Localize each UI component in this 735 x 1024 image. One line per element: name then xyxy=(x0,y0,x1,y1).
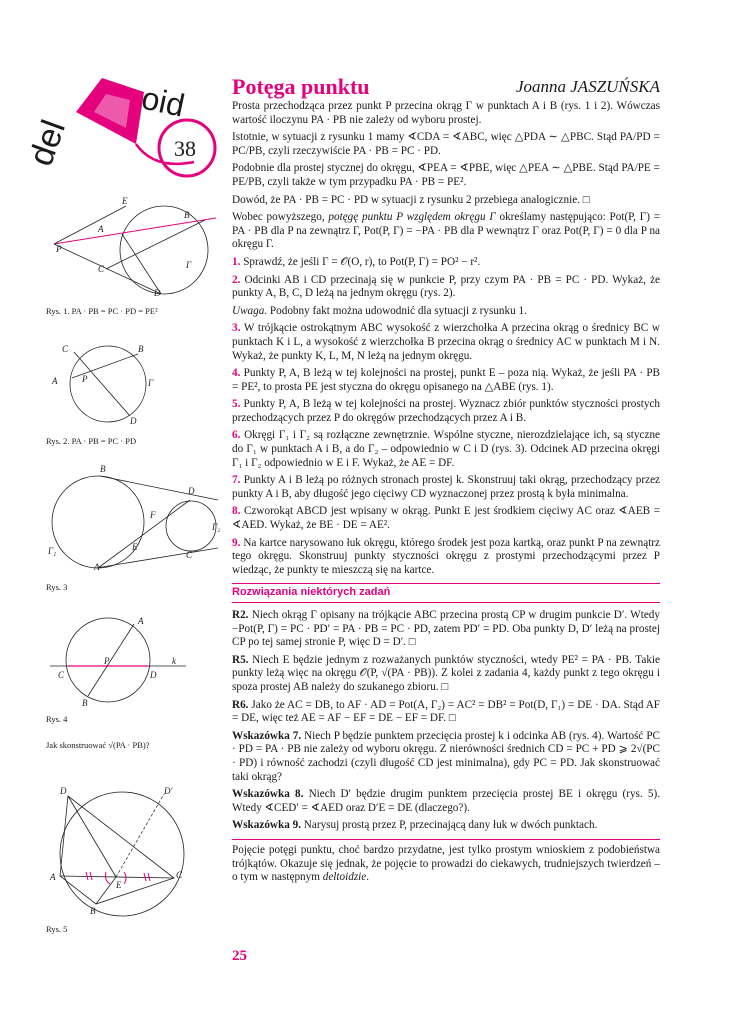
logo-letters-right: oid xyxy=(138,79,188,124)
chord-cd xyxy=(74,352,130,416)
label-c: C xyxy=(58,670,65,680)
problem-6: 6. Okręgi Γ₁ i Γ₂ są rozłączne zewnętrznie. Wspólne styczne, nierozdzielające ich, są styczne do Γ₁ w punktach A i B, a do Γ₂ – odpowiednio w C i D (rys. 3). Odcinek AD przecina okręgi Γ₁ i Γ₂ odpowiednio w E i F. Wykaż, że AE = DF. xyxy=(232,429,660,469)
caption-fig1: Rys. 1. PA · PB = PC · PD = PE² xyxy=(46,306,158,316)
figure-5 xyxy=(46,784,196,920)
label-e: E xyxy=(116,880,122,890)
definition-term: potęgę punktu P względem okręgu Γ xyxy=(328,211,496,224)
label-c: C xyxy=(98,264,105,274)
label-e: E xyxy=(132,542,138,552)
intro-paragraph: Podobnie dla prostej stycznej do okręgu, ∢PEA = ∢PBE, więc △PEA ∼ △PBE. Stąd PA/PE = PE/PB, czyli także w tym przypadku PA · PB = PE². xyxy=(232,162,660,188)
closing-rule xyxy=(232,839,660,840)
intro-paragraph: Istotnie, w sytuacji z rysunku 1 mamy ∢CDA = ∢ABC, więc △PDA ∼ △PBC. Stąd PA/PD = PC/PB, czyli rzeczywiście PA · PB = PC · PD. xyxy=(232,131,660,157)
solution-r2: R2. Niech okrąg Γ opisany na trójkącie ABC przecina prostą CP w drugim punkcie D′. Wtedy −Pot(P, Γ) = PC · PD′ = PA · PB = PC · PD, zatem PD′ = PD. Oba punkty D, D′ leżą na prostej CP po tej samej stronie P, więc D = D′. □ xyxy=(232,609,660,649)
problem-9: 9. Na kartce narysowano łuk okręgu, którego środek jest poza kartką, oraz punkt P na zewnątrz tego okręgu. Skonstruuj punkty styczności okręgu z prostymi przechodzącymi przez P wiedząc, że punkty te mieszczą się na kartce. xyxy=(232,536,660,576)
label-gamma: Γ xyxy=(148,378,154,388)
label-d: D xyxy=(150,670,157,680)
hint-9: Wskazówka 9. Narysuj prostą przez P, przecinającą dany łuk w dwóch punktach. xyxy=(232,819,598,832)
problem-2: 2. Odcinki AB i CD przecinają się w punkcie P, przy czym PA · PB = PC · PD. Wykaż, że punkty A, B, C, D leżą na jednym okręgu (rys. 2). xyxy=(232,273,660,300)
tangent-ac xyxy=(96,548,218,568)
label-k: k xyxy=(172,656,176,666)
label-c: C xyxy=(62,344,69,354)
logo-issue-number: 38 xyxy=(174,136,196,161)
circle-gamma1 xyxy=(52,476,144,568)
page-number: 25 xyxy=(232,948,247,964)
segment-ab xyxy=(88,624,134,696)
figure-3 xyxy=(46,462,226,572)
article-title: Potęga punktu xyxy=(232,74,370,99)
closing-paragraph: Pojęcie potęgi punktu, choć bardzo przydatne, jest tylko prostym wnioskiem z podobieństwa trójkątów. Okazuje się jednak, że pojęcie to prowadzi do ciekawych, trudniejszych twierdzeń – o tym w następnym deltoidzie. xyxy=(232,843,660,884)
label-p: P xyxy=(104,656,110,666)
label-d-prime: D′ xyxy=(164,786,173,796)
tangent-bd xyxy=(100,476,218,500)
label-b: B xyxy=(138,344,144,354)
circle-gamma xyxy=(70,346,146,422)
diagonal-ac xyxy=(60,876,174,878)
label-f: F xyxy=(150,510,156,520)
circle xyxy=(60,792,184,916)
intro-paragraph: Prosta przechodząca przez punkt P przecina okrąg Γ w punktach A i B (rys. 1 i 2). Wówczas wartość iloczynu PA · PB nie zależy od wyboru prostej. xyxy=(232,100,660,126)
label-d: D xyxy=(60,786,67,796)
problem-1: 1. Sprawdź, że jeśli Γ = 𝒪(O, r), to Pot(P, Γ) = PO² − r². xyxy=(232,255,481,268)
problem-7: 7. Punkty A i B leżą po różnych stronach prostej k. Skonstruuj taki okrąg, przechodzący przez punkty A i B, aby długość jego cięciwy CD wyznaczonej przez prostą k była minimalna. xyxy=(232,474,661,500)
label-gamma2: Γ₂ xyxy=(212,522,221,532)
hint-7: Wskazówka 7. Niech P będzie punktem przecięcia prostej k i odcinka AB (rys. 4). Wartość PC · PD = PA · PB nie zależy od wyboru okręgu. Z nierówności średnich CD = PC + PD ⩾ 2√(PC · PD) i równość zachodzi (czyli długość CD jest minimalna), gdy PC = PD. Jak skonstruować taki okrąg? xyxy=(232,729,661,783)
angle-arc xyxy=(124,872,126,884)
circle-gamma2 xyxy=(166,501,216,551)
problem-8: 8. Czworokąt ABCD jest wpisany w okrąg. Punkt E jest środkiem cięciwy AC oraz ∢AEB = ∢AED. Wykaż, że BE · DE = AE². xyxy=(232,505,661,532)
definition-after: określamy następująco: Pot(P, Γ) = PA · PB dla P na zewnątrz Γ, Pot(P, Γ) = −PA · PB dla P wewnątrz Γ oraz Pot(P, Γ) = 0 dla P na okręgu Γ. xyxy=(232,211,661,251)
label-p: P xyxy=(82,374,88,384)
caption-fig5: Rys. 5 xyxy=(46,924,68,934)
angle-arc xyxy=(106,872,111,884)
label-a: A xyxy=(138,616,144,626)
tick-mark xyxy=(144,873,146,881)
caption-fig3: Rys. 3 xyxy=(46,582,68,592)
uwaga-note: Uwaga. Podobny fakt można udowodnić dla sytuacji z rysunku 1. xyxy=(232,304,527,317)
tick-mark xyxy=(86,872,88,880)
problem-4: 4. Punkty P, A, B leżą w tej kolejności na prostej, punkt E – poza nią. Wykaż, że jeśli PA · PB = PE², to prosta PE jest styczna do okręgu opisanego na △ABE (rys. 1). xyxy=(232,367,661,393)
problem-3: 3. W trójkącie ostrokątnym ABC wysokość z wierzchołka A przecina okrąg o średnicy BC w punktach K i L, a wysokość z wierzchołka B przecina okrąg o średnicy AC w punktach M i N. Wykaż, że punkty K, L, M, N leżą na jednym okręgu. xyxy=(232,322,660,362)
label-a: A xyxy=(98,224,104,234)
article-author: Joanna JASZUŃSKA xyxy=(515,77,660,96)
label-c: C xyxy=(186,550,193,560)
label-b: B xyxy=(82,698,88,708)
hint-8: Wskazówka 8. Niech D′ będzie drugim punktem przecięcia prostej BE i okręgu (rys. 5). Wtedy ∢CED′ = ∢AED oraz D′E = DE (dlaczego?). xyxy=(232,788,661,814)
label-a: A xyxy=(52,376,58,386)
solution-r6: R6. Jako że AC = DB, to AF · AD = Pot(A, Γ₂) = AC² = DB² = Pot(D, Γ₁) = DE · DA. Stąd AF = DE, więc też AE = AF − EF = DE − EF = DF. □ xyxy=(232,698,661,725)
definition-before: Wobec powyższego, xyxy=(232,211,329,224)
caption-fig4: Rys. 4 xyxy=(46,714,68,724)
logo-letters-left: del xyxy=(21,115,74,171)
figure-4 xyxy=(46,610,196,708)
label-d: D xyxy=(130,416,137,426)
solutions-heading: Rozwiązania niektórych zadań xyxy=(232,583,660,603)
label-b: B xyxy=(90,906,96,916)
label-a: A xyxy=(50,872,56,882)
figure-1 xyxy=(46,196,226,300)
label-d: D xyxy=(188,486,195,496)
caption-fig2: Rys. 2. PA · PB = PC · PD xyxy=(46,436,137,446)
label-a: A xyxy=(94,562,100,572)
definition-paragraph xyxy=(232,211,660,252)
deltoid-logo xyxy=(21,70,224,200)
segment-ad xyxy=(98,500,190,568)
label-e: E xyxy=(122,196,128,206)
label-b: B xyxy=(100,464,106,474)
main-column xyxy=(232,100,660,889)
label-gamma1: Γ₁ xyxy=(48,546,57,556)
solution-r5: R5. Niech E będzie jednym z rozważanych punktów styczności, wtedy PE² = PA · PB. Takie punkty leżą więc na okręgu 𝒪(P, √(PA · PB)). Z kolei z zadania 4, każdy punkt z tego okręgu i spoza prostej AB należy do szukanego zbioru. □ xyxy=(232,653,660,693)
label-p: P xyxy=(56,244,62,254)
line-de xyxy=(68,796,116,877)
label-d: D xyxy=(154,288,161,298)
tick-mark xyxy=(90,872,92,880)
line-be xyxy=(96,877,116,904)
tick-mark xyxy=(148,873,150,881)
caption-sqrt-question: Jak skonstruować √(PA · PB)? xyxy=(46,740,150,750)
figure-2 xyxy=(46,340,196,426)
label-gamma: Γ xyxy=(186,260,192,270)
label-b: B xyxy=(184,210,190,220)
intro-paragraph: Dowód, że PA · PB = PC · PD w sytuacji z rysunku 2 przebiega analogicznie. □ xyxy=(232,193,590,206)
problem-5: 5. Punkty P, A, B leżą w tej kolejności na prostej. Wyznacz zbiór punktów styczności prostych przechodzących przez P do okręgów przechodzących przez A i B. xyxy=(232,398,660,424)
label-c: C xyxy=(176,870,183,880)
